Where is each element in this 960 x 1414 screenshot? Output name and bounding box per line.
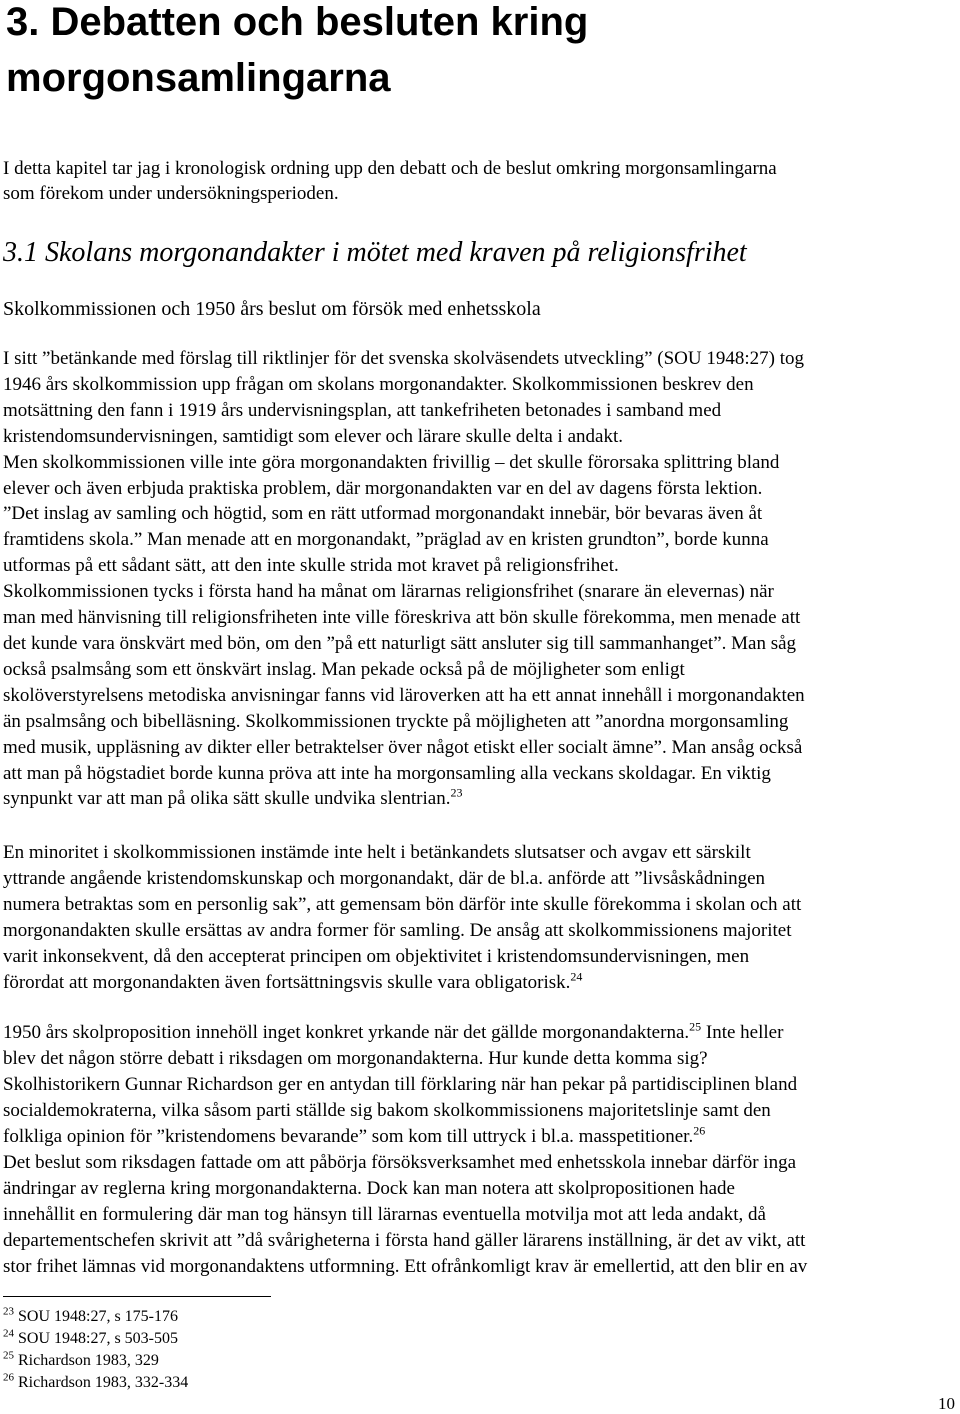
text-line: motsättning den fann i 1919 års undervisningsplan, att tankefriheten betonades i samband med xyxy=(3,399,722,421)
footnote xyxy=(3,1350,188,1372)
text-segment: förordat att morgonandakten även fortsättningsvis skulle vara obligatorisk. xyxy=(3,971,571,993)
paragraph-1 xyxy=(3,346,958,812)
text-segment: Inte heller xyxy=(701,1022,784,1043)
footnote-text: SOU 1948:27, s 503-505 xyxy=(14,1330,179,1347)
footnote-text: Richardson 1983, 332-334 xyxy=(14,1374,189,1391)
footnote-number: 26 xyxy=(3,1371,14,1384)
text-segment: folkliga opinion för ”kristendomens bevarande” som kom till uttryck i bl.a. masspetitioner. xyxy=(3,1125,694,1147)
text-line: yttrande angående kristendomskunskap och morgonandakt, där de bl.a. anförde att ”livsåskådningen xyxy=(3,867,766,889)
text-line: stor frihet lämnas vid morgonandaktens utformning. Ett ofrånkomligt krav är emellertid, att den blir en av xyxy=(3,1255,808,1277)
subheading: Skolkommissionen och 1950 års beslut om försök med enhetsskola xyxy=(3,298,541,320)
paragraph-3 xyxy=(3,1020,958,1150)
footnote xyxy=(3,1328,188,1350)
chapter-title-line: 3. Debatten och besluten kring xyxy=(6,0,589,44)
text-line: man med hänvisning till religionsfriheten inte ville föreskriva att bön skulle förekomma, men menade att xyxy=(3,607,801,629)
footnote-ref-25[interactable]: 25 xyxy=(689,1019,702,1034)
text-line: Skolhistorikern Gunnar Richardson ger en antydan till förklaring när han pekar på partidisciplinen bland xyxy=(3,1073,798,1095)
paragraph-2 xyxy=(3,840,958,995)
text-line: ”Det inslag av samling och högtid, som en rätt utformad morgonandakt innebär, bör bevaras även åt xyxy=(3,503,763,525)
chapter-title-line: morgonsamlingarna xyxy=(6,56,391,100)
text-line: Men skolkommissionen ville inte göra morgonandakten frivillig – det skulle förorsaka splittring bland xyxy=(3,451,780,473)
text-line: elever och även erbjuda praktiska problem, där morgonandakten var en del av dagens första lektion. xyxy=(3,477,763,499)
text-line: En minoritet i skolkommissionen instämde inte helt i betänkandets slutsatser och avgav ett särskilt xyxy=(3,842,751,863)
footnote-number: 25 xyxy=(3,1349,14,1362)
text-segment: 1950 års skolproposition innehöll inget konkret yrkande när det gällde morgonandakterna. xyxy=(3,1022,690,1043)
text-line: I detta kapitel tar jag i kronologisk ordning upp den debatt och de beslut omkring morgonsamlingarna xyxy=(3,158,777,179)
footnote-text: SOU 1948:27, s 175-176 xyxy=(14,1308,179,1325)
footnote-number: 23 xyxy=(3,1305,14,1318)
page-number: 10 xyxy=(938,1394,955,1413)
footnotes xyxy=(3,1306,188,1394)
text-line: Skolkommissionen tycks i första hand ha månat om lärarnas religionsfrihet (snarare än elevernas) när xyxy=(3,581,774,603)
text-line: med musik, uppläsning av dikter eller betraktelser över något etiskt eller socialt ämne”. Man ansåg också xyxy=(3,736,803,758)
text-segment: synpunkt var att man på olika sätt skulle undvika slentrian. xyxy=(3,788,451,810)
text-line xyxy=(3,1020,958,1046)
footnote-ref-26[interactable]: 26 xyxy=(693,1123,706,1138)
footnote-ref-24[interactable]: 24 xyxy=(570,969,583,984)
text-line: 1946 års skolkommission upp frågan om skolans morgonandakter. Skolkommissionen beskrev den xyxy=(3,373,754,395)
footnote xyxy=(3,1372,188,1394)
text-line: det kunde vara önskvärt med bön, om den ”på ett naturligt sätt ansluter sig till sammanhanget”. Man såg xyxy=(3,632,797,654)
text-line: innehållit en formulering där man tog hänsyn till lärarnas eventuella motvilja mot att leda andakt, då xyxy=(3,1203,766,1225)
chapter-title xyxy=(6,0,906,106)
footnote xyxy=(3,1306,188,1328)
text-line: ändringar av reglerna kring morgonandakterna. Dock kan man notera att skolpropositionen hade xyxy=(3,1177,735,1199)
section-title: 3.1 Skolans morgonandakter i mötet med kraven på religionsfrihet xyxy=(3,237,747,268)
text-line: framtidens skola.” Man menade att en morgonandakt, ”präglad av en kristen grundton”, borde kunna xyxy=(3,529,769,551)
footnote-ref-23[interactable]: 23 xyxy=(450,786,463,801)
text-line: kristendomsundervisningen, samtidigt som elever och lärare skulle delta i andakt. xyxy=(3,425,623,447)
text-line: I sitt ”betänkande med förslag till riktlinjer för det svenska skolväsendets utveckling” (SOU 1948:27) tog xyxy=(3,348,804,369)
paragraph-4 xyxy=(3,1150,958,1280)
text-line: numera betraktas som en personlig sak”, att gemensam bön därför inte skulle förekomma i skolan och att xyxy=(3,893,802,915)
text-line: än psalmsång och bibelläsning. Skolkommissionen tryckte på möjligheten att ”anordna morgonsamling xyxy=(3,710,789,732)
text-line: utformas på ett sådant sätt, att den inte skulle strida mot kravet på religionsfrihet. xyxy=(3,555,619,577)
text-line: socialdemokraterna, vilka såsom parti ställde sig bakom skolkommissionens majoritetslinje samt den xyxy=(3,1099,771,1121)
text-line: skolöverstyrelsens metodiska anvisningar fanns vid läroverken att ha ett annat innehåll i morgonandakten xyxy=(3,684,805,706)
text-line: att man på högstadiet borde kunna pröva att inte ha morgonsamling alla veckans skoldagar. En viktig xyxy=(3,762,771,784)
text-line xyxy=(3,970,958,996)
footnote-separator xyxy=(3,1296,271,1297)
text-line: som förekom under undersökningsperioden. xyxy=(3,183,339,204)
text-line: morgonandakten skulle ersättas av andra former för samling. De ansåg att skolkommissionens majoritet xyxy=(3,919,792,941)
text-line: Det beslut som riksdagen fattade om att påbörja försöksverksamhet med enhetsskola innebar därför inga xyxy=(3,1152,797,1173)
footnote-text: Richardson 1983, 329 xyxy=(14,1352,159,1369)
text-line: blev det någon större debatt i riksdagen om morgonandakterna. Hur kunde detta komma sig? xyxy=(3,1047,708,1069)
text-line: departementschefen skrivit att ”då svårigheterna i första hand gäller lärarens inställning, är det av vikt, att xyxy=(3,1229,806,1251)
footnote-number: 24 xyxy=(3,1327,14,1340)
text-line: varit inkonsekvent, då den accepterat principen om objektivitet i kristendomsundervisningen, men xyxy=(3,945,750,967)
text-line: också psalmsång som ett önskvärt inslag. Man pekade också på de möjligheter som enligt xyxy=(3,658,685,680)
intro-paragraph xyxy=(3,156,958,206)
text-line xyxy=(3,1124,958,1150)
text-line xyxy=(3,786,958,812)
